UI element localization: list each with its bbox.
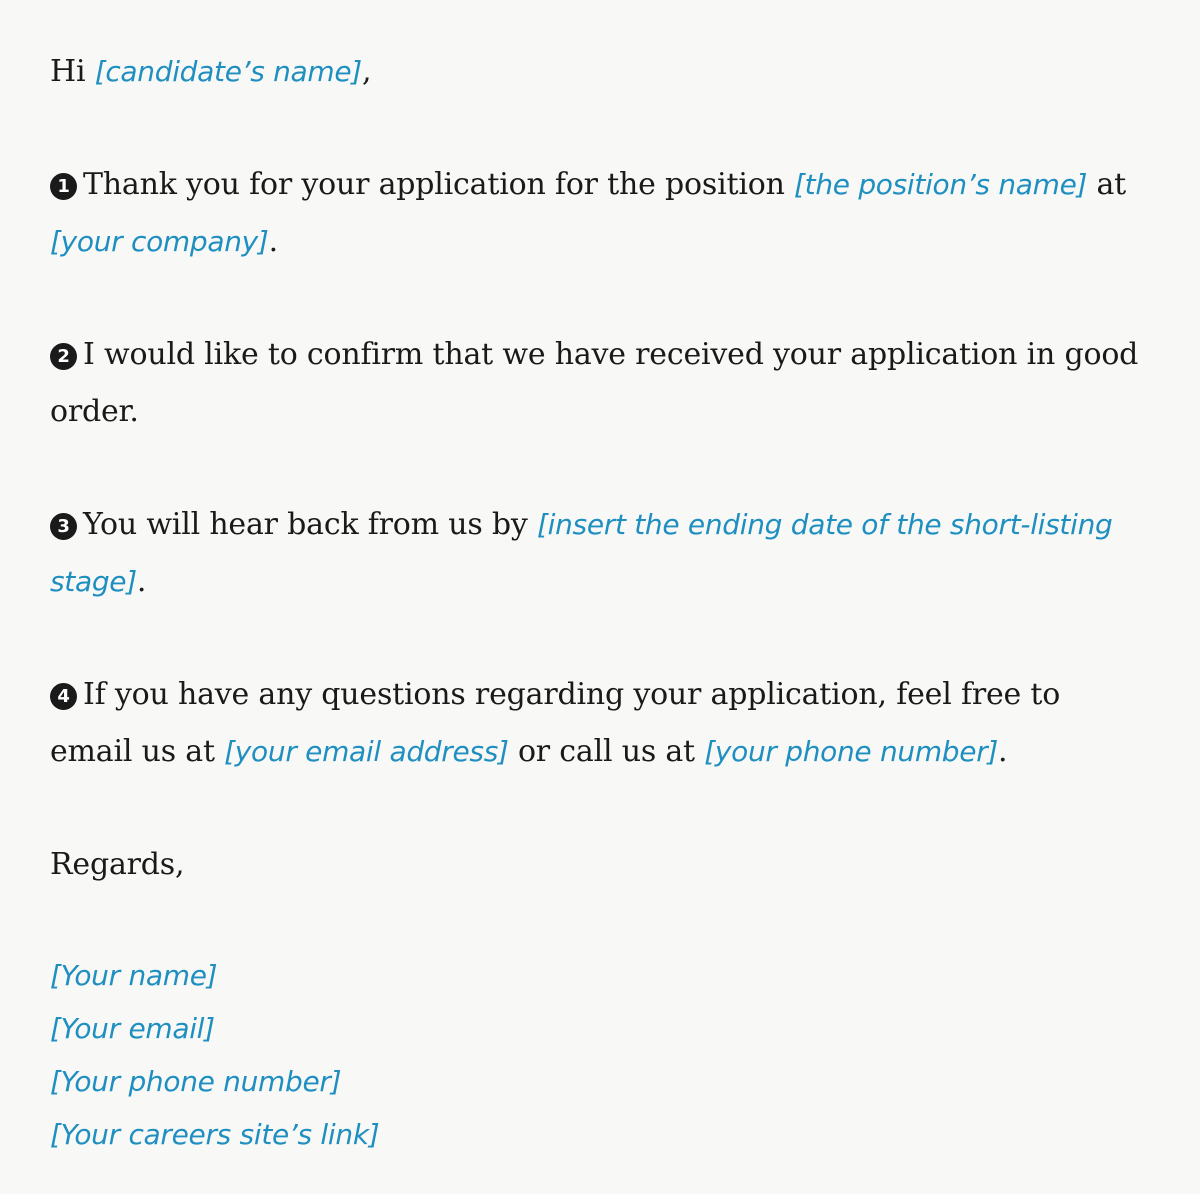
paragraph-4-text-after: . [998,734,1008,769]
position-name-placeholder: [the position’s name] [794,168,1088,201]
greeting-prefix: Hi [50,54,95,89]
paragraph-3-text-before: You will hear back from us by [83,507,537,542]
closing-line: Regards, [50,847,185,882]
phone-number-placeholder: [your phone number] [704,735,999,768]
paragraph-4 [50,666,1150,780]
signature-block [50,949,1150,1161]
number-3-icon: 3 [50,513,77,540]
paragraph-3-text-after: . [136,564,147,599]
greeting-line [50,43,1150,100]
candidate-name-placeholder: [candidate’s name] [94,55,362,88]
paragraph-2-text: I would like to confirm that we have received your application in good order. [50,337,1139,429]
email-address-placeholder: [your email address] [224,735,509,768]
paragraph-4-text-before: If you have any questions regarding your application, feel free to email us at [50,677,1061,769]
spacer [50,610,1150,666]
greeting-suffix: , [361,54,372,89]
spacer [50,780,1150,836]
number-4-icon: 4 [50,683,77,710]
ending-date-placeholder: [insert the ending date of the short-listing stage] [50,508,1113,598]
spacer [50,100,1150,156]
spacer [50,440,1150,496]
paragraph-1-text-between: at [1087,167,1127,202]
signature-name-placeholder: [Your name] [50,959,218,992]
company-placeholder: [your company] [50,225,269,258]
paragraph-1 [50,156,1150,270]
paragraph-4-text-between: or call us at [508,734,705,769]
spacer [50,893,1150,949]
signature-email-placeholder: [Your email] [50,1012,215,1045]
number-1-icon: 1 [50,173,77,200]
signature-careers-link-placeholder: [Your careers site’s link] [50,1118,380,1151]
paragraph-3 [50,496,1150,610]
number-2-icon: 2 [50,343,77,370]
spacer [50,270,1150,326]
paragraph-2 [50,326,1150,440]
paragraph-1-text-before: Thank you for your application for the position [83,167,795,202]
paragraph-1-text-after: . [268,224,278,259]
signature-phone-placeholder: [Your phone number] [50,1065,342,1098]
